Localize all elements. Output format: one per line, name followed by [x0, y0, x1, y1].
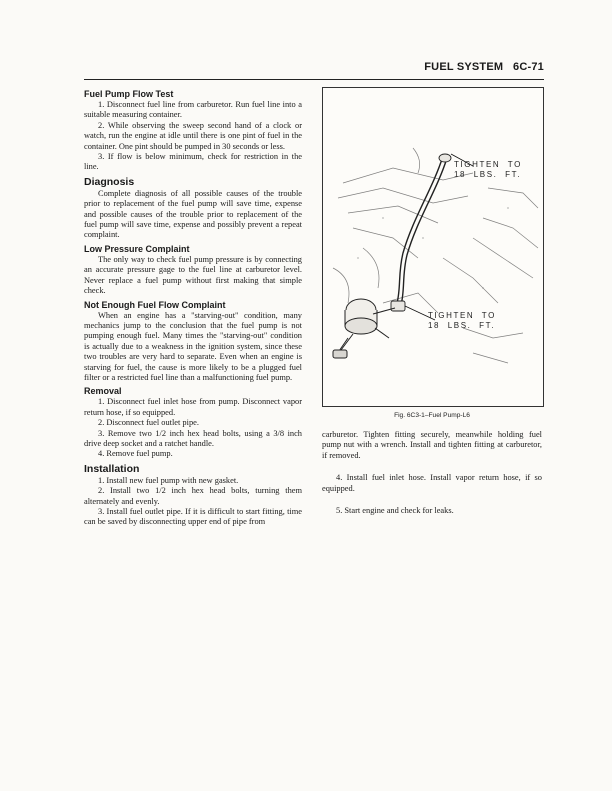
- paragraph: 2. While observing the sweep second hand of a clock or watch, run the engine at idle until there is one pint of fuel in the container. One pint should be pumped in 30 seconds or less.: [84, 120, 302, 151]
- callout-line: TIGHTEN TO: [454, 160, 522, 169]
- callout-line: 18 LBS. FT.: [428, 321, 496, 330]
- section-removal: [84, 386, 302, 459]
- left-column: [84, 89, 302, 530]
- callout-top: [454, 160, 522, 180]
- paragraph: 4. Remove fuel pump.: [98, 449, 173, 459]
- header-title: FUEL SYSTEM 6C-71: [424, 61, 544, 73]
- paragraph: The only way to check fuel pump pressure is by connecting an accurate pressure gage to the fuel line at carburetor level. Never replace a fuel pump without first making that simple check.: [84, 254, 302, 296]
- paragraph: 1. Disconnect fuel line from carburetor. Run fuel line into a suitable measuring container.: [84, 100, 302, 120]
- paragraph: 3. If flow is below minimum, check for restriction in the line.: [84, 152, 302, 172]
- paragraph: 2. Install two 1/2 inch hex head bolts, turning them alternately and evenly.: [84, 486, 302, 506]
- callout-line: TIGHTEN TO: [428, 311, 496, 320]
- paragraph: 4. Install fuel inlet hose. Install vapor return hose, if so equipped.: [322, 473, 542, 493]
- section-heading: Low Pressure Complaint: [84, 243, 190, 254]
- figure-caption: Fig. 6C3-1–Fuel Pump-L6: [394, 412, 470, 419]
- callout-line: 18 LBS. FT.: [454, 170, 522, 179]
- paragraph: 2. Disconnect fuel outlet pipe.: [98, 418, 199, 428]
- paragraph: carburetor. Tighten fitting securely, meanwhile holding fuel pump nut with a wrench. Install and tighten fitting at carburetor, if removed.: [322, 430, 542, 460]
- paragraph: 1. Disconnect fuel inlet hose from pump. Disconnect vapor return hose, if so equipped.: [84, 397, 302, 417]
- paragraph: 1. Install new fuel pump with new gasket.: [98, 475, 239, 485]
- section-heading: Removal: [84, 386, 122, 397]
- section-heading: Fuel Pump Flow Test: [84, 89, 174, 99]
- section-installation: [84, 463, 302, 528]
- section-heading: Diagnosis: [84, 175, 135, 188]
- section-flow-test: [84, 89, 302, 173]
- figure-fuel-pump: [322, 87, 544, 407]
- paragraph: When an engine has a "starving-out" condition, many mechanics jump to the conclusion that the fuel pump is not pumping enough fuel. Many times the "starving-out" condition is actually due to a weakness in the ignition system, since these two troubles are very hard to separate. Even when an engine is starving for fuel, the cause is more likely to be a plugged fuel filter or a restricted fuel line than a malfunctioning fuel pump.: [84, 310, 302, 382]
- section-heading: Not Enough Fuel Flow Complaint: [84, 299, 226, 310]
- paragraph: 3. Remove two 1/2 inch hex head bolts, using a 3/8 inch drive deep socket and a ratchet handle.: [84, 428, 302, 448]
- callout-bottom: [428, 311, 496, 331]
- fuel-pump-illustration: [323, 88, 543, 406]
- section-heading: Installation: [84, 462, 140, 475]
- paragraph: 5. Start engine and check for leaks.: [336, 506, 454, 516]
- right-column: [322, 430, 542, 528]
- page-header: [84, 61, 544, 80]
- paragraph: Complete diagnosis of all possible causes of the trouble prior to replacement of the fuel pump will save time, expense and possible causes of the trouble prior to replacement of the fuel pump will save time, expense and possibly prevent a repeat complaint.: [84, 188, 302, 240]
- section-diagnosis: [84, 176, 302, 241]
- section-fuel-flow: [84, 300, 302, 384]
- section-low-pressure: [84, 244, 302, 297]
- paragraph: 3. Install fuel outlet pipe. If it is difficult to start fitting, time can be saved by disconnecting upper end of pipe from: [84, 507, 302, 527]
